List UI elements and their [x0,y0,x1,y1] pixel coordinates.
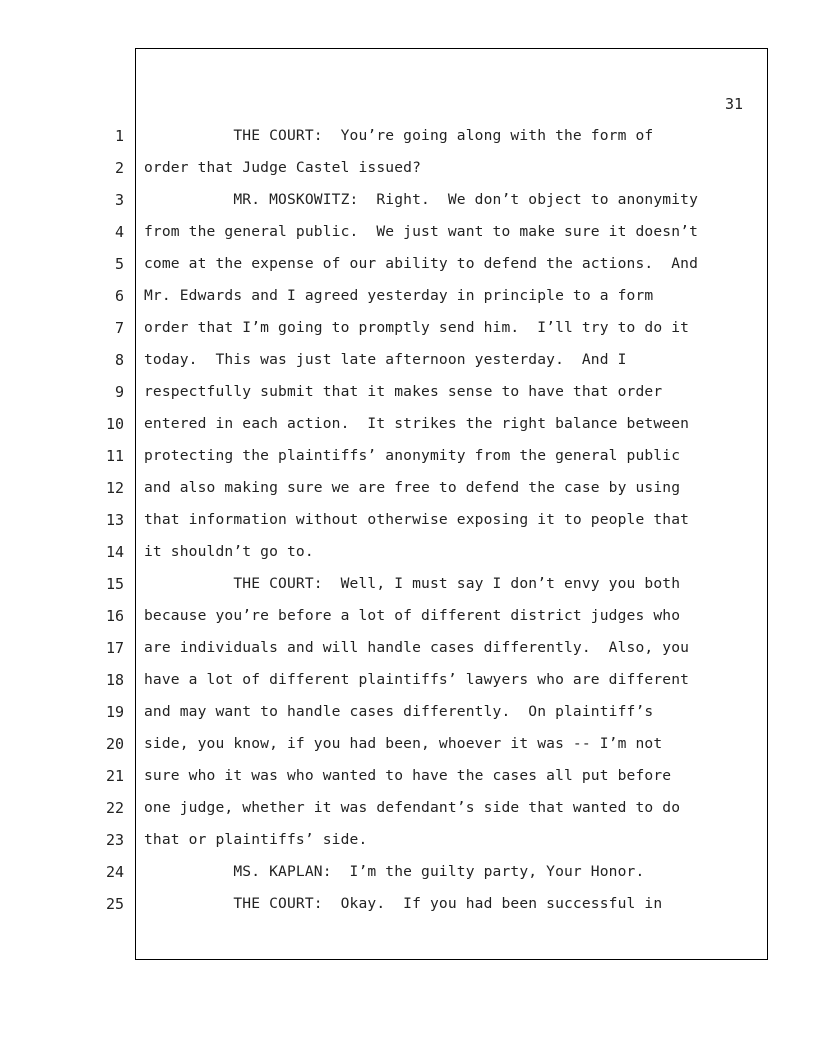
line-number: 24 [105,863,124,881]
transcript-line [0,254,816,286]
transcript-body [0,126,816,926]
transcript-line [0,702,816,734]
line-text: MR. MOSKOWITZ: Right. We don’t object to anonymity [144,191,699,208]
transcript-line [0,862,816,894]
line-number: 16 [105,607,124,625]
transcript-line [0,350,816,382]
transcript-line [0,510,816,542]
line-number: 4 [114,223,124,241]
line-text: it shouldn’t go to. [144,543,314,560]
transcript-line [0,766,816,798]
transcript-line [0,478,816,510]
line-text: THE COURT: Well, I must say I don’t envy you both [144,575,681,592]
transcript-line [0,158,816,190]
transcript-line [0,830,816,862]
transcript-line [0,574,816,606]
line-text: come at the expense of our ability to defend the actions. And [144,255,699,272]
line-text: protecting the plaintiffs’ anonymity from the general public [144,447,681,464]
transcript-line [0,318,816,350]
line-number: 25 [105,895,124,913]
line-number: 8 [114,351,124,369]
line-number: 11 [105,447,124,465]
transcript-line [0,798,816,830]
transcript-line [0,222,816,254]
line-number: 3 [114,191,124,209]
line-number: 23 [105,831,124,849]
line-text: from the general public. We just want to make sure it doesn’t [144,223,699,240]
line-text: because you’re before a lot of different district judges who [144,607,681,624]
line-text: have a lot of different plaintiffs’ lawyers who are different [144,671,690,688]
line-text: order that Judge Castel issued? [144,159,422,176]
line-text: and also making sure we are free to defend the case by using [144,479,681,496]
line-text: that or plaintiffs’ side. [144,831,368,848]
line-number: 17 [105,639,124,657]
transcript-line [0,414,816,446]
line-text: are individuals and will handle cases differently. Also, you [144,639,690,656]
line-number: 14 [105,543,124,561]
line-number: 15 [105,575,124,593]
line-number: 18 [105,671,124,689]
line-number: 21 [105,767,124,785]
line-number: 22 [105,799,124,817]
line-number: 2 [114,159,124,177]
line-text: and may want to handle cases differently. On plaintiff’s [144,703,654,720]
line-text: THE COURT: You’re going along with the form of [144,127,654,144]
line-text: order that I’m going to promptly send him. I’ll try to do it [144,319,690,336]
line-number: 20 [105,735,124,753]
transcript-line [0,606,816,638]
line-number: 9 [114,383,124,401]
line-number: 13 [105,511,124,529]
transcript-line [0,286,816,318]
line-text: Mr. Edwards and I agreed yesterday in principle to a form [144,287,654,304]
line-text: that information without otherwise exposing it to people that [144,511,690,528]
page-number: 31 [724,95,743,113]
transcript-line [0,382,816,414]
line-number: 1 [114,127,124,145]
line-text: MS. KAPLAN: I’m the guilty party, Your Honor. [144,863,645,880]
transcript-line [0,734,816,766]
line-text: sure who it was who wanted to have the cases all put before [144,767,672,784]
line-text: entered in each action. It strikes the right balance between [144,415,690,432]
line-number: 19 [105,703,124,721]
line-text: today. This was just late afternoon yesterday. And I [144,351,627,368]
transcript-line [0,670,816,702]
line-number: 12 [105,479,124,497]
line-number: 10 [105,415,124,433]
line-text: THE COURT: Okay. If you had been successful in [144,895,663,912]
transcript-line [0,638,816,670]
line-text: respectfully submit that it makes sense to have that order [144,383,663,400]
line-number: 6 [114,287,124,305]
line-text: one judge, whether it was defendant’s side that wanted to do [144,799,681,816]
transcript-line [0,126,816,158]
transcript-line [0,190,816,222]
transcript-line [0,894,816,926]
line-number: 5 [114,255,124,273]
line-text: side, you know, if you had been, whoever it was -- I’m not [144,735,663,752]
line-number: 7 [114,319,124,337]
transcript-line [0,446,816,478]
transcript-line [0,542,816,574]
